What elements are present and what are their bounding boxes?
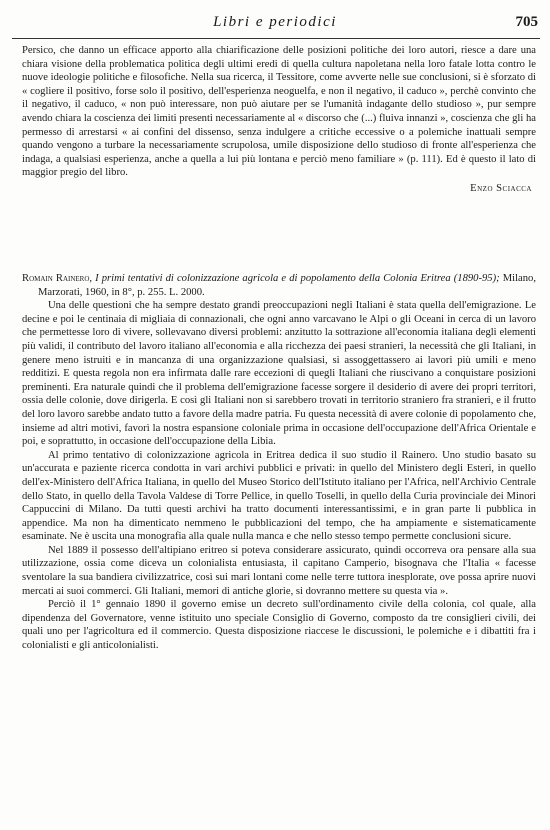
body-paragraph: Una delle questioni che ha sempre destato grandi preoccupazioni negli Italiani è stata quella dell'emigrazione. Le decine e poi le centinaia di migliaia di connazionali, che ogni anno varcavano le Alpi o gli Oceani in cerca di un lavoro che permettesse loro di vivere, sollevavano diversi problemi: anzitutto la sottrazione all'economia italiana degli elementi più validi, il contributo del lavoro italiano all'economia e alla ricchezza dei paesi stranieri, la necessità che gli Italiani, in genere meno istruiti e in mancanza di una organizzazione qualsiasi, si assoggettassero ai lavori più umili e meno redditizi. E questa regola non era infirmata dalle rare eccezioni di quegli Italiani che riuscivano a conquistare posizioni preminenti. Era naturale quindi che il problema dell'emigrazione facesse sorgere il desiderio di avere dei propri territori, ossia delle colonie, dove dirigerla. E così gli Italiani non si sarebbero trovati in territorio straniero fra stranieri, e il frutto del loro lavoro sarebbe andato tutto a favore della madre patria. Fu questa necessità di avere colonie di popolamento che, insieme ad altri motivi, favorì la nostra espansione coloniale prima in occasione dell'occupazione dell'Africa Orientale e poi, e soprattutto, in occasione dell'occupazione della Libia.	[22, 300, 536, 448]
review-sciacca	[22, 44, 536, 196]
body-paragraph: Al primo tentativo di colonizzazione agricola in Eritrea dedica il suo studio il Rainero. Uno studio basato su un'accurata e paziente ricerca condotta in vari archivi pubblici e privati: in quello del Ministero degli Esteri, in quello dell'ex-Ministero dell'Africa Italiana, in quello del Museo Storico dell'Istituto italiano per l'Africa, nell'Archivio Centrale dello Stato, in quello della Tavola Valdese di Torre Pellice, in quello Toselli, in quello della Curia provinciale dei Minori Cappuccini di Milano. Da tutti questi archivi ha tratto documenti interessantissimi, e in gran parte li pubblica in appendice. Ma non ha dimenticato nemmeno le pubblicazioni del tempo, che ha ampiamente e sistematicamente esaminate. Ne è uscita una monografia alla quale nulla manca e che nello stesso tempo permette conclusioni sicure.	[22, 449, 536, 543]
book-author: Romain Rainero,	[22, 273, 93, 284]
running-head	[0, 14, 550, 36]
body-paragraph: Nel 1889 il possesso dell'altipiano eritreo si poteva considerare assicurato, quindi occorreva ora pensare alla sua utilizzazione, ossia come diceva un colonialista entusiasta, il capitano Camperio, bisognava che l'Italia « facesse sventolare la sua bandiera civilizzatrice, così sui mari lontani come nelle terre tuttora inesplorate, ove possa aprire nuovi mercati ai suoi commerci. Gli Italiani, memori di antiche glorie, si dovranno mettere su questa via ».	[22, 544, 536, 597]
book-publication: Milano, Marzorati, 1960, in 8°, p. 255. L. 2000.	[38, 273, 536, 298]
reviewer-signature: Enzo Sciacca	[470, 182, 532, 194]
review-rainero	[22, 272, 536, 653]
header-rule	[12, 38, 540, 39]
page-number: 705	[515, 14, 538, 30]
body-paragraph: Perciò il 1° gennaio 1890 il governo emise un decreto sull'ordinamento civile della colonia, col quale, alla dipendenza del Governatore, venne istituito uno speciale Consiglio di Governo, composto da tre consiglieri civili, dei quali uno per l'agricoltura ed il commercio. Questa disposizione riaccese le discussioni, le polemiche e i dibattiti fra i colonialisti e gli anticolonialisti.	[22, 599, 536, 652]
running-title: Libri e periodici	[213, 14, 337, 30]
review-sciacca-paragraph: Persico, che danno un efficace apporto alla chiarificazione delle posizioni politiche dei loro autori, riesce a dare una chiara visione della problematica politica degli ultimi eredi di quella cultura napoletana nella loro fatale lotta contro le nuove ideologie politiche e filosofiche. Nella sua ricerca, il Tessitore, come avverte nelle sue conclusioni, si è sforzato di « cogliere il positivo, forse solo il positivo, dell'esperienza neoguelfa, e non il negativo, il caduco », perchè convinto che il negativo, il caduco, « non può interessare, non può aiutare per se l'umanità indagante dello studioso », pur sempre avendo chiara la coscienza dei limiti presenti necessariamente al « discorso che (...) fluiva innanzi », coscienza che gli ha permesso di arrestarsi « ai confini del dissenso, senza indulgere a critiche eccessive o a polemiche inattuali sempre quando vengono a turbare la necessariamente scrupolosa, umile disposizione dello studioso di fronte all'esperienza che indaga, a qualsiasi esperienza, anche a quella a lui più lontana e perciò meno familiare » (p. 111). Ed è questo il lato di maggior pregio del libro.	[22, 45, 536, 179]
book-title: I primi tentativi di colonizzazione agricola e di popolamento della Colonia Eritrea (1890-95);	[95, 273, 500, 284]
bibliographic-entry	[22, 272, 536, 299]
